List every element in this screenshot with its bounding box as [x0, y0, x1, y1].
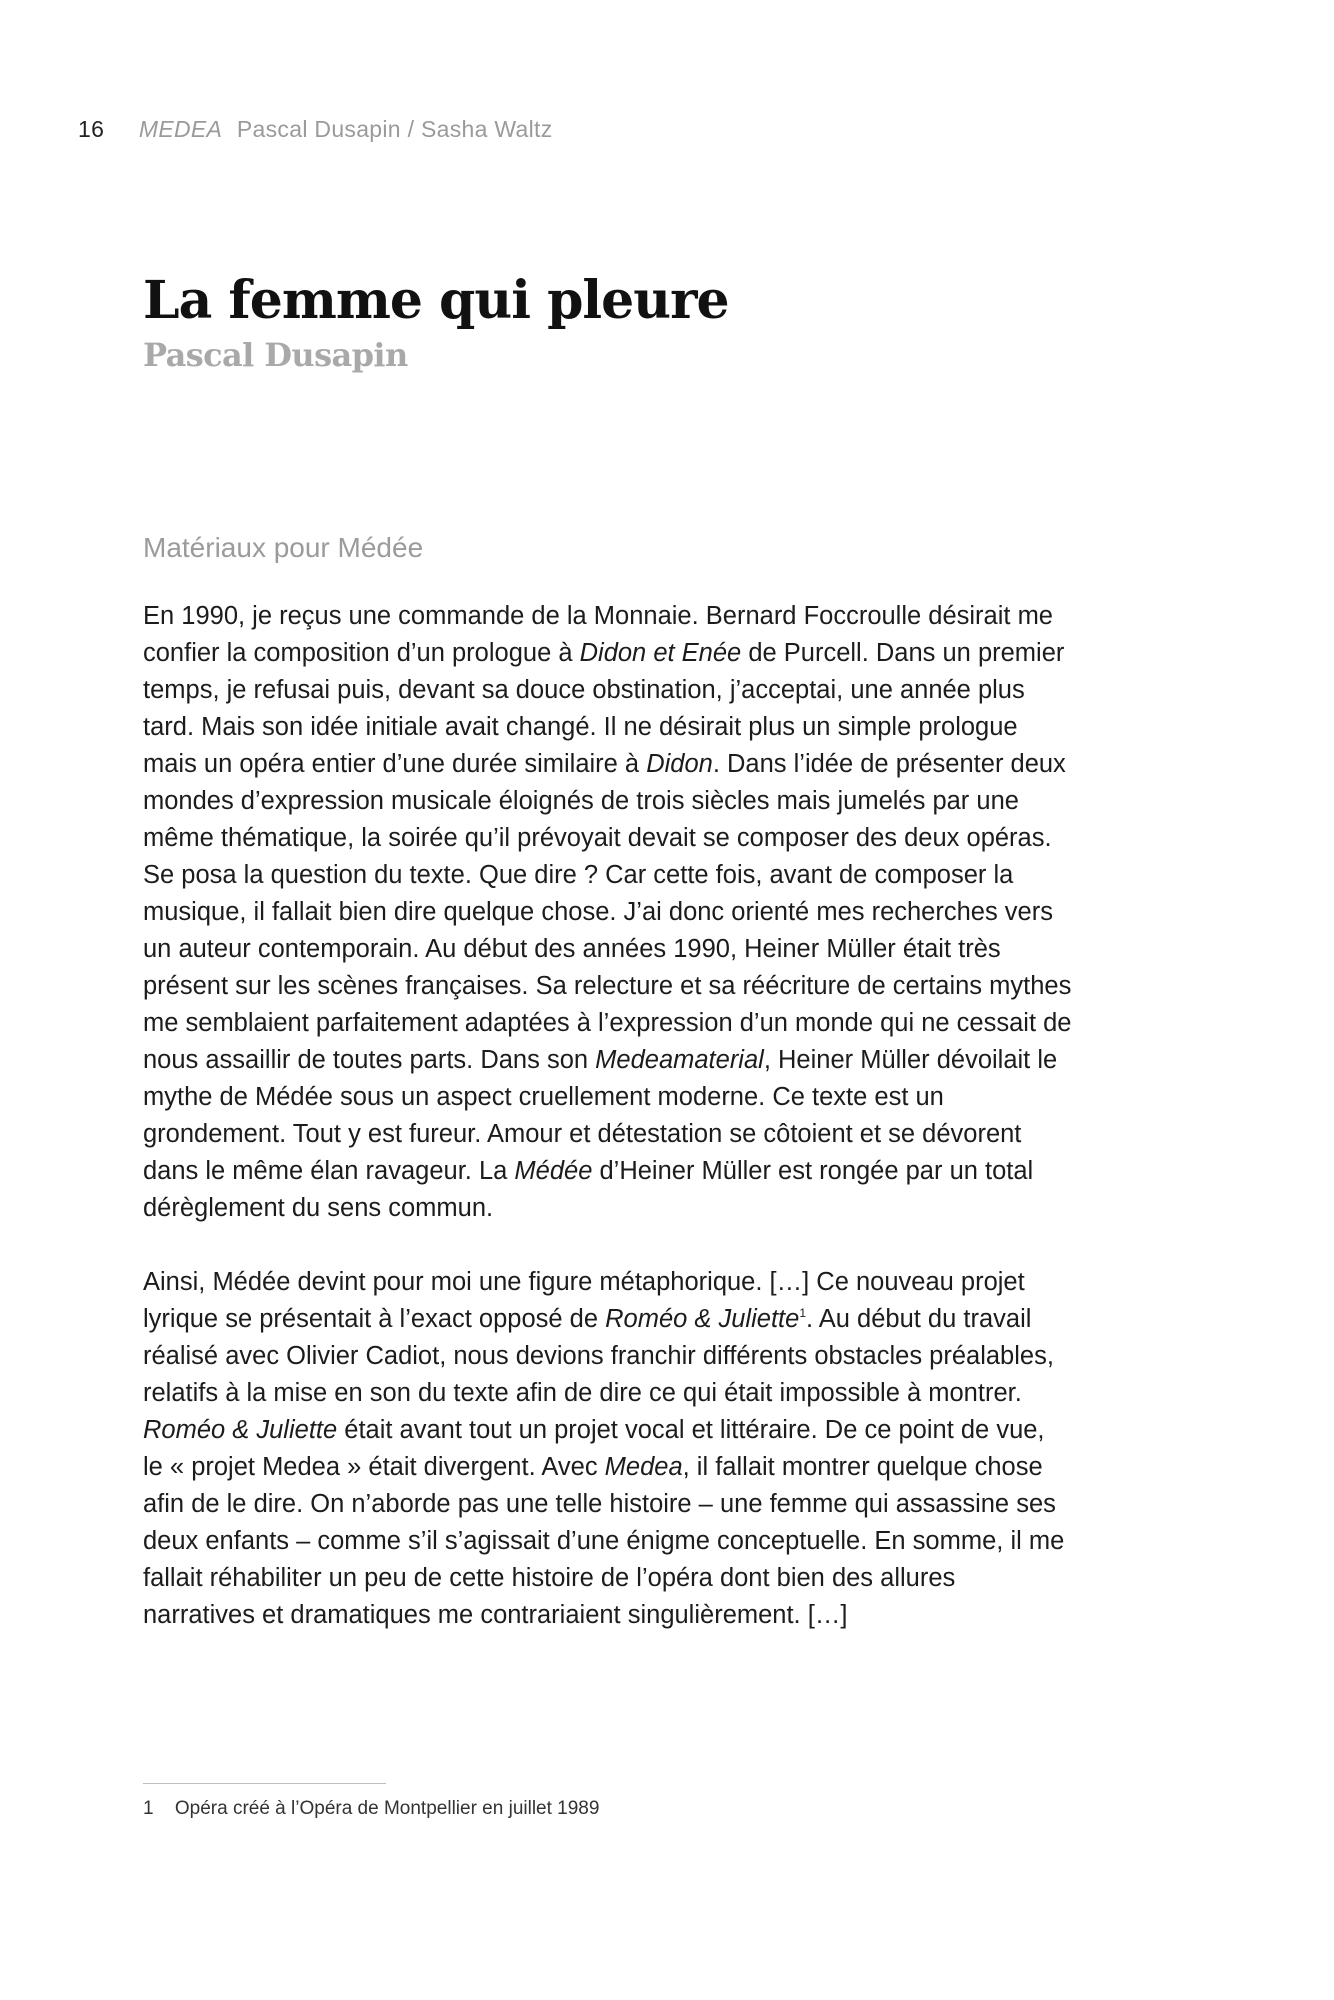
text-line: [143, 746, 1203, 783]
text-line: [143, 1597, 1203, 1634]
text-segment: nous assaillir de toutes parts. Dans son: [143, 1046, 596, 1074]
text-segment: même thématique, la soirée qu’il prévoyait devait se composer des deux opéras.: [143, 824, 1052, 852]
text-line: [143, 1412, 1203, 1449]
text-line: [143, 894, 1203, 931]
text-segment: grondement. Tout y est fureur. Amour et détestation se côtoient et se dévorent: [143, 1120, 1022, 1148]
text-segment: temps, je refusai puis, devant sa douce obstination, j’acceptai, une année plus: [143, 676, 1025, 704]
text-line: [143, 820, 1203, 857]
paragraph: [143, 1264, 1203, 1634]
text-segment: , Heiner Müller dévoilait le: [763, 1046, 1058, 1074]
text-segment: de Purcell. Dans un premier: [741, 639, 1065, 667]
italic-title: Médée: [514, 1157, 593, 1185]
text-segment: Ainsi, Médée devint pour moi une figure métaphorique. […] Ce nouveau projet: [143, 1268, 1025, 1296]
text-segment: dans le même élan ravageur. La: [143, 1157, 515, 1185]
text-segment: réalisé avec Olivier Cadiot, nous devions franchir différents obstacles préalables,: [143, 1342, 1054, 1370]
italic-title: Didon et Enée: [579, 639, 742, 667]
text-segment: le « projet Medea » était divergent. Avec: [143, 1453, 605, 1481]
text-segment: tard. Mais son idée initiale avait changé. Il ne désirait plus un simple prologue: [143, 713, 1018, 741]
italic-title: Roméo & Juliette: [605, 1305, 800, 1333]
text-segment: relatifs à la mise en son du texte afin de dire ce qui était impossible à montrer.: [143, 1379, 1022, 1407]
italic-title: Didon: [646, 750, 713, 778]
text-line: [143, 968, 1203, 1005]
text-segment: était avant tout un projet vocal et littéraire. De ce point de vue,: [337, 1416, 1045, 1444]
text-segment: En 1990, je reçus une commande de la Monnaie. Bernard Foccroulle désirait me: [143, 602, 1053, 630]
text-segment: lyrique se présentait à l’exact opposé de: [143, 1305, 606, 1333]
text-segment: Se posa la question du texte. Que dire ? Car cette fois, avant de composer la: [143, 861, 1014, 889]
text-line: [143, 1449, 1203, 1486]
section-heading: Matériaux pour Médée: [143, 532, 424, 563]
text-segment: narratives et dramatiques me contrariaient singulièrement. […]: [143, 1601, 848, 1629]
text-line: [143, 783, 1203, 820]
footnote-ref: 1: [799, 1306, 806, 1320]
text-line: [143, 1042, 1203, 1079]
text-segment: présent sur les scènes françaises. Sa relecture et sa réécriture de certains mythes: [143, 972, 1072, 1000]
text-segment: un auteur contemporain. Au début des années 1990, Heiner Müller était très: [143, 935, 1001, 963]
footnote: [143, 1798, 599, 1820]
text-line: [143, 1264, 1203, 1301]
text-segment: confier la composition d’un prologue à: [143, 639, 580, 667]
footnote-divider: [143, 1783, 386, 1784]
text-line: [143, 1338, 1203, 1375]
text-line: [143, 672, 1203, 709]
text-line: [143, 635, 1203, 672]
text-line: [143, 1375, 1203, 1412]
footnote-number: 1: [143, 1798, 154, 1819]
text-line: [143, 1301, 1203, 1338]
running-head-credits: Pascal Dusapin / Sasha Waltz: [236, 116, 553, 142]
text-line: [143, 1116, 1203, 1153]
italic-title: Roméo & Juliette: [143, 1416, 338, 1444]
text-line: [143, 931, 1203, 968]
article-title: La femme qui pleure: [143, 270, 729, 331]
text-line: [143, 1523, 1203, 1560]
text-segment: d’Heiner Müller est rongée par un total: [592, 1157, 1034, 1185]
text-segment: , il fallait montrer quelque chose: [682, 1453, 1043, 1481]
text-line: [143, 1486, 1203, 1523]
text-line: [143, 598, 1203, 635]
text-line: [143, 1153, 1203, 1190]
text-line: [143, 1079, 1203, 1116]
text-segment: musique, il fallait bien dire quelque chose. J’ai donc orienté mes recherches vers: [143, 898, 1053, 926]
text-line: [143, 857, 1203, 894]
text-segment: . Au début du travail: [806, 1305, 1032, 1333]
paragraph: [143, 598, 1203, 1227]
work-title: MEDEA: [138, 116, 223, 142]
text-segment: mondes d’expression musicale éloignés de trois siècles mais jumelés par une: [143, 787, 1019, 815]
article-author: Pascal Dusapin: [143, 336, 408, 374]
italic-title: Medeamaterial: [595, 1046, 764, 1074]
text-segment: mythe de Médée sous un aspect cruellement moderne. Ce texte est un: [143, 1083, 944, 1111]
text-segment: deux enfants – comme s’il s’agissait d’une énigme conceptuelle. En somme, il me: [143, 1527, 1065, 1555]
footnote-text: Opéra créé à l’Opéra de Montpellier en juillet 1989: [174, 1798, 600, 1819]
text-segment: fallait réhabiliter un peu de cette histoire de l’opéra dont bien des allures: [143, 1564, 956, 1592]
text-segment: mais un opéra entier d’une durée similaire à: [143, 750, 647, 778]
text-line: [143, 1005, 1203, 1042]
running-head: [78, 116, 553, 143]
text-line: [143, 1190, 1203, 1227]
body-text: [143, 598, 1203, 1634]
text-line: [143, 709, 1203, 746]
text-segment: afin de le dire. On n’aborde pas une telle histoire – une femme qui assassine ses: [143, 1490, 1056, 1518]
page-number: 16: [78, 116, 105, 142]
text-segment: . Dans l’idée de présenter deux: [712, 750, 1066, 778]
italic-title: Medea: [604, 1453, 683, 1481]
text-segment: me semblaient parfaitement adaptées à l’expression d’un monde qui ne cessait de: [143, 1009, 1072, 1037]
text-segment: dérèglement du sens commun.: [143, 1194, 494, 1222]
text-line: [143, 1560, 1203, 1597]
